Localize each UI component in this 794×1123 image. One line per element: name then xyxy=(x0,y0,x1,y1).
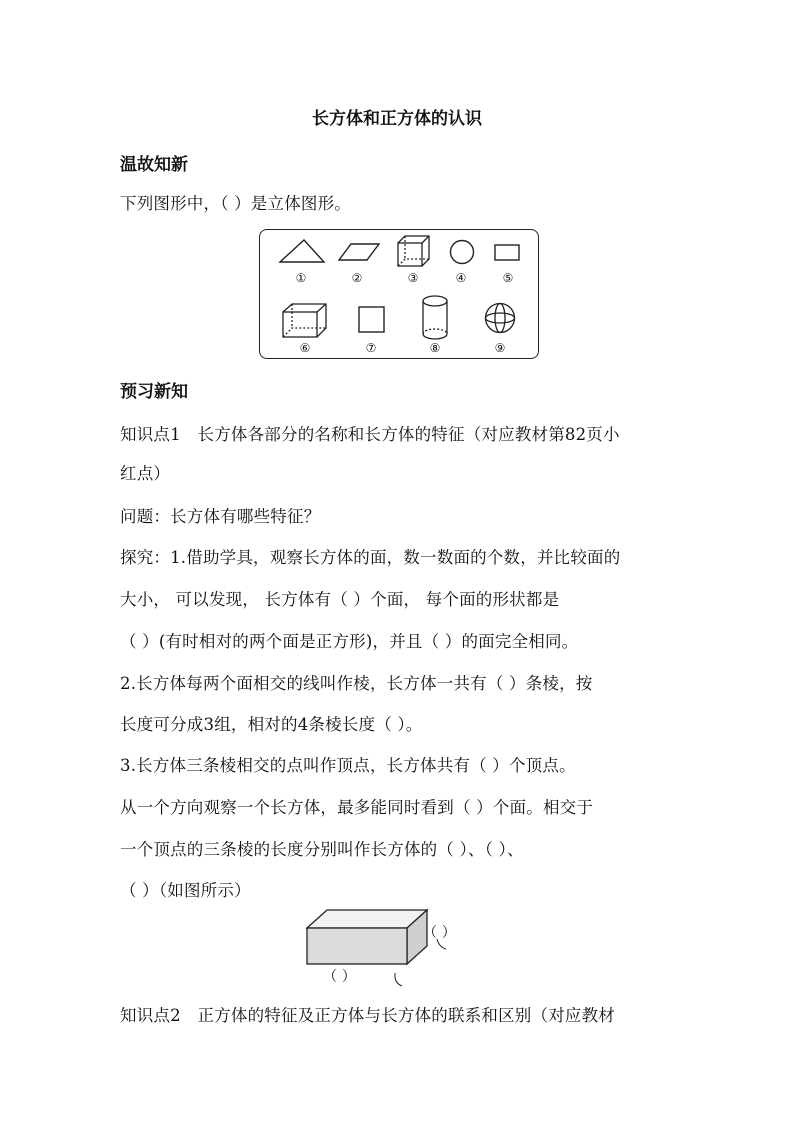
shape-label-5: ⑤ xyxy=(502,271,514,285)
explore-line-1: 探究：1.借助学具，观察长方体的面，数一数面的个数，并比较面的 xyxy=(120,548,621,567)
height-blank: （ ） xyxy=(423,925,457,941)
shape-label-3: ③ xyxy=(407,271,419,285)
section-heading-review: 温故知新 xyxy=(120,155,188,175)
item-3-line-3: 一个顶点的三条棱的长度分别叫作长方体的（ ）、（ ）、 xyxy=(120,840,524,859)
item-3-line-4: （ ）（如图所示） xyxy=(120,881,251,900)
item-2-line-2: 长度可分成3组，相对的4条棱长度（ ）。 xyxy=(120,715,423,734)
rectangle-icon xyxy=(494,244,520,262)
cuboid-dimension-figure xyxy=(305,908,430,968)
shape-label-6: ⑥ xyxy=(299,341,311,355)
parallelogram-icon xyxy=(337,242,381,262)
item-3-line-2: 从一个方向观察一个长方体，最多能同时看到（ ）个面。相交于 xyxy=(120,798,594,817)
circle-icon xyxy=(449,239,475,265)
cube-icon xyxy=(397,235,431,267)
cuboid-icon xyxy=(282,303,328,339)
knowledge-point-1-line2: 红点） xyxy=(120,464,171,483)
shape-label-2: ② xyxy=(351,271,363,285)
knowledge-point-1-line1: 知识点1 长方体各部分的名称和长方体的特征（对应教材第82页小 xyxy=(120,425,620,444)
length-blank: （ ） xyxy=(323,969,357,985)
explore-line-2: 大小， 可以发现， 长方体有（ ）个面， 每个面的形状都是 xyxy=(120,590,560,609)
page-title: 长方体和正方体的认识 xyxy=(312,109,482,129)
shape-label-7: ⑦ xyxy=(365,341,377,355)
height-brace-icon xyxy=(436,938,448,952)
sphere-icon xyxy=(484,302,516,334)
explore-line-3: （ ）(有时相对的两个面是正方形)，并且（ ）的面完全相同。 xyxy=(120,632,579,651)
shape-label-1: ① xyxy=(295,271,307,285)
square-icon xyxy=(358,306,386,334)
triangle-icon xyxy=(278,238,326,264)
shape-label-9: ⑨ xyxy=(494,341,506,355)
shape-label-4: ④ xyxy=(455,271,467,285)
item-3-line-1: 3.长方体三条棱相交的点叫作顶点，长方体共有（ ）个顶点。 xyxy=(120,756,576,775)
item-2-line-1: 2.长方体每两个面相交的线叫作棱，长方体一共有（ ）条棱，按 xyxy=(120,674,593,693)
section-heading-preview: 预习新知 xyxy=(120,382,188,402)
cylinder-icon xyxy=(421,295,449,341)
question-cuboid-features: 问题：长方体有哪些特征？ xyxy=(120,507,321,526)
question-solid-shapes: 下列图形中，（ ）是立体图形。 xyxy=(120,194,351,213)
length-brace-icon xyxy=(392,972,404,988)
knowledge-point-2-line1: 知识点2 正方体的特征及正方体与长方体的联系和区别（对应教材 xyxy=(120,1006,615,1025)
shape-label-8: ⑧ xyxy=(429,341,441,355)
